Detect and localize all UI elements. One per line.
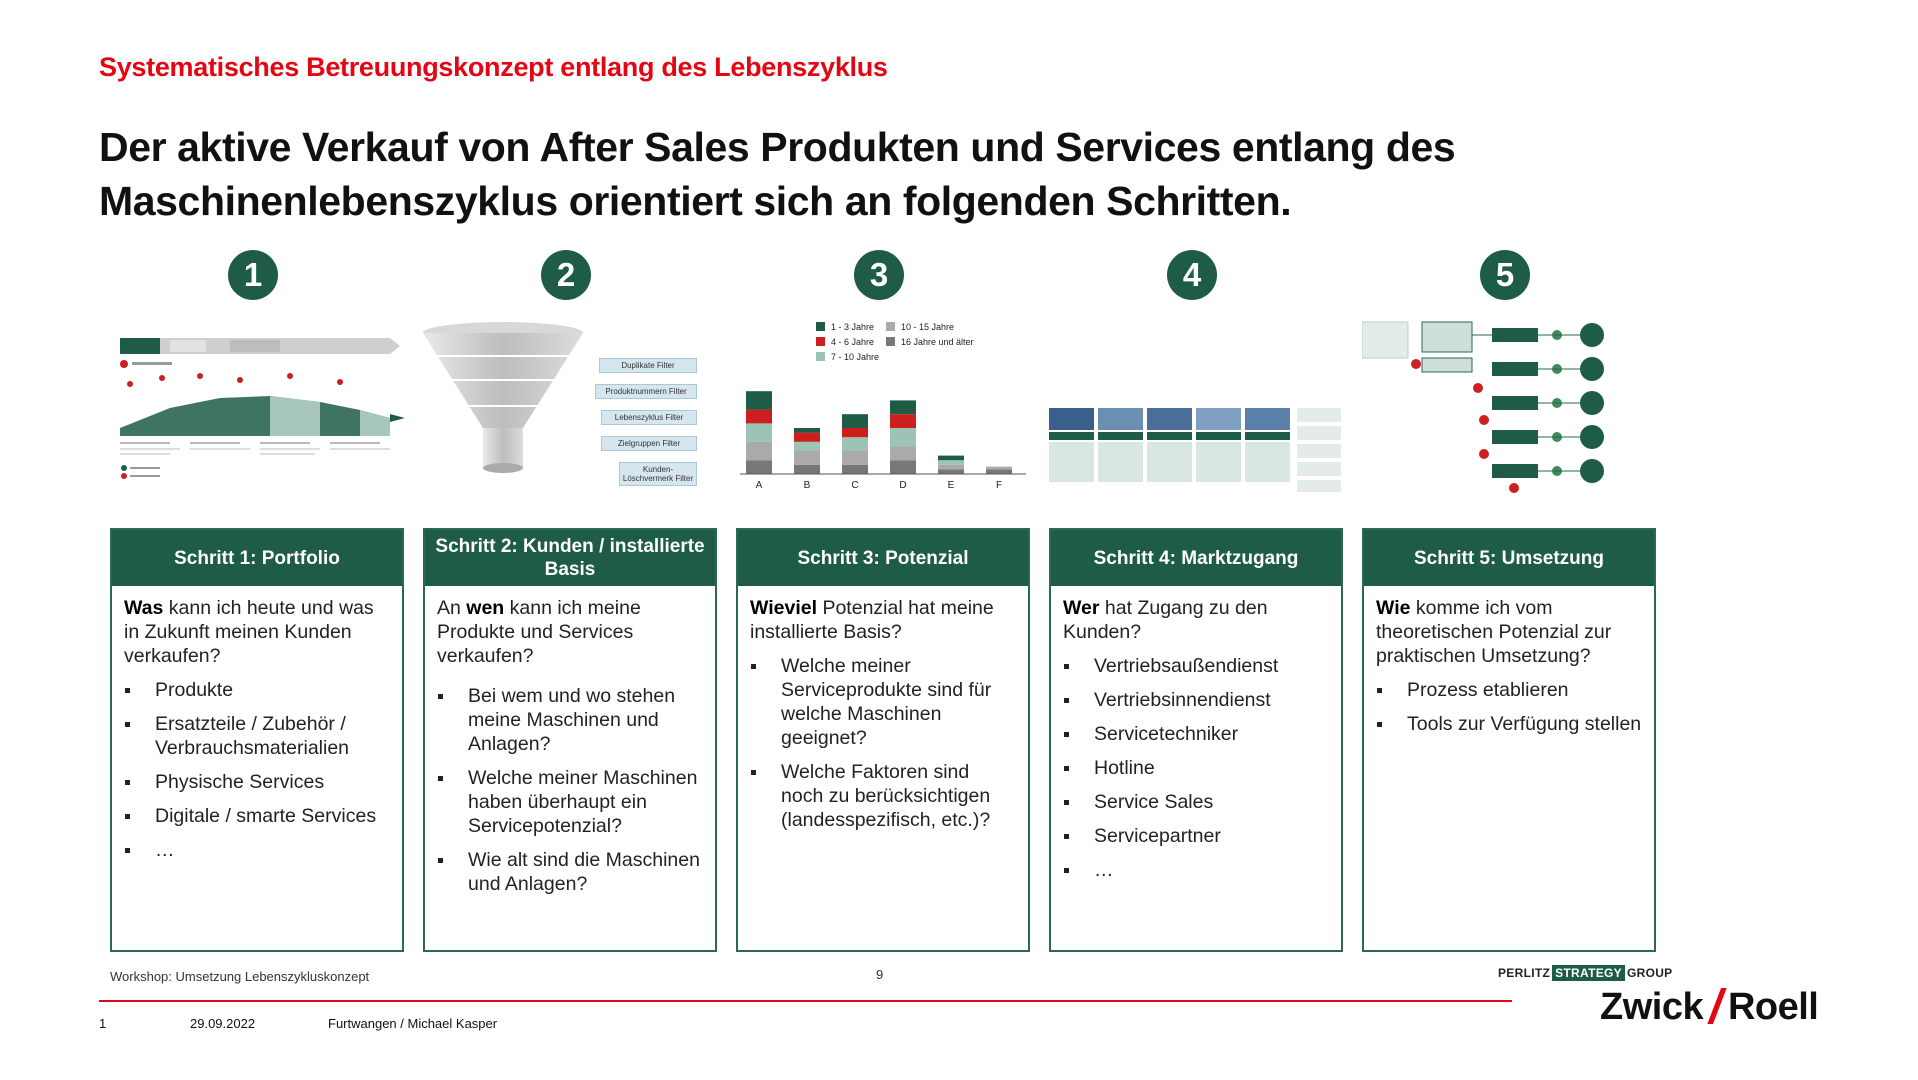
market-access-illustration [1049, 318, 1343, 498]
process-flow-illustration [1362, 318, 1656, 498]
x-tick-label: C [851, 480, 859, 491]
bar-segment [890, 446, 916, 460]
bar-segment [746, 460, 772, 474]
slide-date: 29.09.2022 [190, 1016, 256, 1031]
list-item: Service Sales [1063, 790, 1329, 814]
step-number-5: 5 [1480, 250, 1530, 300]
perlitz-logo: PERLITZ STRATEGY GROUP [1498, 966, 1673, 980]
list-item: Prozess etablieren [1376, 678, 1642, 702]
list-item: Welche meiner Maschinen haben überhaupt ein Servicepotenzial? [437, 766, 703, 838]
bar-segment [794, 433, 820, 442]
bar-segment [842, 437, 868, 451]
legend-label: 10 - 15 Jahre [901, 322, 955, 332]
list-item: Vertriebsinnendienst [1063, 688, 1329, 712]
funnel-label: Duplikate Filter [599, 358, 697, 373]
list-item: Wie alt sind die Maschinen und Anlagen? [437, 848, 703, 896]
step-header-3: Schritt 3: Potenzial [738, 530, 1028, 586]
age-bar-chart [736, 318, 1030, 498]
legend-label: 16 Jahre und älter [901, 337, 974, 347]
slide-headline [99, 120, 1659, 228]
list-item: … [124, 838, 390, 862]
step-question-4: Wer hat Zugang zu den Kunden? [1063, 597, 1268, 643]
bar-segment [938, 469, 964, 474]
step-card-4 [1049, 528, 1343, 952]
step-header-5: Schritt 5: Umsetzung [1364, 530, 1654, 586]
legend-label: 1 - 3 Jahre [831, 322, 875, 332]
x-tick-label: F [995, 480, 1003, 491]
list-item: Welche Faktoren sind noch zu berücksichtigen (landesspezifisch, etc.)? [750, 760, 1016, 832]
list-item: Servicetechniker [1063, 722, 1329, 746]
step-card-5 [1362, 528, 1656, 952]
list-item: Vertriebsaußendienst [1063, 654, 1329, 678]
step-header-4: Schritt 4: Marktzugang [1051, 530, 1341, 586]
lifecycle-illustration [110, 318, 404, 498]
step-card-1 [110, 528, 404, 952]
step-question-1: Was kann ich heute und was in Zukunft meinen Kunden verkaufen? [124, 597, 374, 667]
footer-divider [99, 1000, 1512, 1002]
x-tick-label: E [947, 480, 955, 491]
bar-segment [890, 428, 916, 446]
list-item: Physische Services [124, 770, 390, 794]
bar-segment [746, 391, 772, 409]
bar-segment [746, 423, 772, 441]
bar-segment [794, 428, 820, 433]
bar-segment [746, 442, 772, 460]
x-tick-label: D [899, 480, 907, 491]
funnel-label: Produktnummern Filter [595, 384, 697, 399]
footer-page-number: 9 [876, 967, 884, 982]
funnel-label: Lebenszyklus Filter [601, 410, 697, 425]
zwick-roell-logo: Zwick / Roell [1600, 981, 1819, 1034]
list-item: Ersatzteile / Zubehör / Verbrauchsmaterialien [124, 712, 390, 760]
bar-segment [986, 467, 1012, 470]
bar-segment [842, 465, 868, 474]
legend-swatch [816, 337, 825, 346]
slide-number: 1 [99, 1016, 107, 1031]
bar-segment [986, 469, 1012, 474]
bar-segment [890, 460, 916, 474]
step-question-5: Wie komme ich vom theoretischen Potenzial zur praktischen Umsetzung? [1376, 597, 1612, 667]
bar-segment [938, 456, 964, 461]
list-item: Digitale / smarte Services [124, 804, 390, 828]
step-question-2: An wen kann ich meine Produkte und Services verkaufen? [437, 597, 641, 667]
legend-swatch [816, 322, 825, 331]
step-number-3: 3 [854, 250, 904, 300]
step-header-1: Schritt 1: Portfolio [112, 530, 402, 586]
list-item: Welche meiner Serviceprodukte sind für welche Maschinen geeignet? [750, 654, 1016, 750]
step-number-4: 4 [1167, 250, 1217, 300]
step-number-2: 2 [541, 250, 591, 300]
list-item: … [1063, 858, 1329, 882]
bar-segment [842, 451, 868, 465]
legend-swatch [816, 352, 825, 361]
list-item: Produkte [124, 678, 390, 702]
step-card-2 [423, 528, 717, 952]
headline-line-1: Der aktive Verkauf von After Sales Produkten und Services entlang des [99, 124, 1456, 170]
legend-swatch [886, 322, 895, 331]
headline-line-2: Maschinenlebenszyklus orientiert sich an folgenden Schritten. [99, 178, 1292, 224]
slide-subtitle: Systematisches Betreuungskonzept entlang des Lebenszyklus [99, 52, 888, 82]
list-item: Servicepartner [1063, 824, 1329, 848]
legend-label: 7 - 10 Jahre [831, 352, 880, 362]
bar-segment [842, 428, 868, 437]
bar-segment [794, 442, 820, 451]
bar-segment [794, 465, 820, 474]
bar-segment [938, 460, 964, 465]
bar-segment [890, 400, 916, 414]
bar-segment [890, 414, 916, 428]
legend-swatch [886, 337, 895, 346]
bar-segment [746, 410, 772, 424]
step-number-1: 1 [228, 250, 278, 300]
step-question-3: Wieviel Potenzial hat meine installierte Basis? [750, 597, 994, 643]
list-item: Tools zur Verfügung stellen [1376, 712, 1642, 736]
x-tick-label: A [755, 480, 763, 491]
x-tick-label: B [803, 480, 811, 491]
list-item: Bei wem und wo stehen meine Maschinen und Anlagen? [437, 684, 703, 756]
list-item: Hotline [1063, 756, 1329, 780]
bar-segment [938, 465, 964, 470]
funnel-label: Zielgruppen Filter [601, 436, 697, 451]
slide-author: Furtwangen / Michael Kasper [328, 1016, 498, 1031]
legend-label: 4 - 6 Jahre [831, 337, 875, 347]
funnel-label: Kunden-Löschvermerk Filter [619, 462, 697, 486]
footer-workshop: Workshop: Umsetzung Lebenszykluskonzept [110, 969, 370, 984]
step-card-3 [736, 528, 1030, 952]
step-header-2: Schritt 2: Kunden / installierte Basis [425, 530, 715, 586]
bar-segment [842, 414, 868, 428]
bar-segment [794, 451, 820, 465]
